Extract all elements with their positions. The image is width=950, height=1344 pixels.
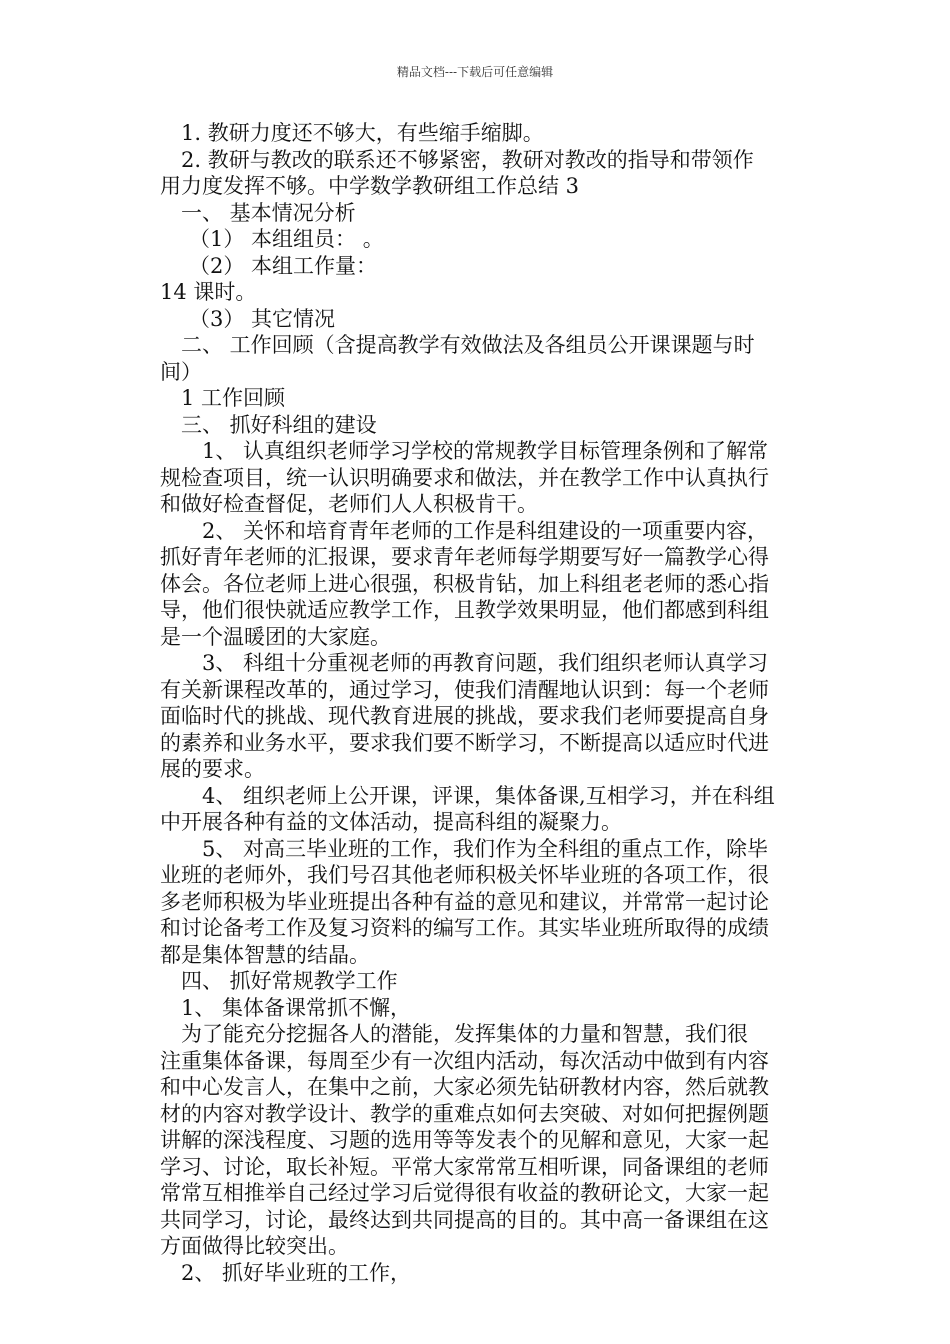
text-line: 规检查项目，统一认识明确要求和做法，并在教学工作中认真执行 — [160, 465, 769, 490]
text-line: 面临时代的挑战、现代教育进展的挑战，要求我们老师要提高自身 — [160, 704, 769, 728]
text-line: 1、 认真组织老师学习学校的常规教学目标管理条例和了解常 — [202, 439, 769, 463]
text-line: （3） 其它情况 — [189, 306, 336, 331]
text-line: 间） — [160, 359, 202, 384]
text-line: 和中心发言人，在集中之前，大家必须先钻研教材内容，然后就教 — [160, 1075, 769, 1099]
text-line: 导，他们很快就适应教学工作，且教学效果明显，他们都感到科组 — [160, 598, 769, 622]
text-line: 共同学习，讨论，最终达到共同提高的目的。其中高一备课组在这 — [160, 1207, 769, 1232]
text-line: 学习、讨论，取长补短。平常大家常常互相听课，同备课组的老师 — [160, 1154, 769, 1179]
text-line: 中开展各种有益的文体活动，提高科组的凝聚力。 — [160, 810, 622, 834]
text-line: 体会。各位老师上进心很强，积极肯钻，加上科组老老师的悉心指 — [160, 571, 769, 596]
text-line: 常常互相推举自己经过学习后觉得很有收益的教研论文，大家一起 — [160, 1181, 769, 1205]
section-heading: 一、 基本情况分析 — [181, 200, 356, 225]
text-line: 1、 集体备课常抓不懈， — [181, 995, 412, 1020]
text-line: 注重集体备课，每周至少有一次组内活动，每次活动中做到有内容 — [160, 1048, 769, 1073]
text-line: 的素养和业务水平，要求我们要不断学习，不断提高以适应时代进 — [160, 730, 769, 755]
text-line: 为了能充分挖掘各人的潜能，发挥集体的力量和智慧，我们很 — [181, 1022, 748, 1046]
text-line: （1） 本组组员： 。 — [189, 227, 384, 251]
text-line: 和讨论备考工作及复习资料的编写工作。其实毕业班所取得的成绩 — [160, 916, 769, 940]
text-line: 抓好青年老师的汇报课，要求青年老师每学期要写好一篇教学心得 — [160, 545, 769, 569]
section-heading: 二、 工作回顾（含提高教学有效做法及各组员公开课课题与时 — [181, 333, 755, 357]
text-line: 14 课时。 — [160, 280, 257, 304]
text-line: （2） 本组工作量： — [189, 253, 378, 278]
text-line: 有关新课程改革的，通过学习，使我们清醒地认识到：每一个老师 — [160, 677, 769, 702]
text-line: 讲解的深浅程度、习题的选用等等发表个的见解和意见，大家一起 — [160, 1128, 769, 1152]
text-line: 用力度发挥不够。中学数学教研组工作总结 3 — [160, 174, 580, 198]
text-line: 1. 教研力度还不够大，有些缩手缩脚。 — [181, 121, 544, 145]
text-line: 方面做得比较突出。 — [160, 1234, 349, 1258]
text-line: 多老师积极为毕业班提出各种有益的意见和建议，并常常一起讨论 — [160, 889, 769, 914]
text-line: 4、 组织老师上公开课，评课，集体备课,互相学习，并在科组 — [202, 783, 775, 808]
text-line: 5、 对高三毕业班的工作，我们作为全科组的重点工作，除毕 — [202, 836, 769, 861]
document-body — [160, 120, 810, 1286]
text-line: 都是集体智慧的结晶。 — [160, 942, 370, 967]
text-line: 2、 关怀和培育青年老师的工作是科组建设的一项重要内容， — [202, 518, 769, 543]
text-line: 2、 抓好毕业班的工作， — [181, 1260, 412, 1285]
text-line: 3、 科组十分重视老师的再教育问题，我们组织老师认真学习 — [202, 651, 769, 675]
page-header: 精品文档---下载后可任意编辑 — [396, 65, 554, 79]
section-heading: 三、 抓好科组的建设 — [181, 412, 377, 437]
text-line: 2. 教研与教改的联系还不够紧密，教研对教改的指导和带领作 — [181, 147, 754, 172]
text-line: 材的内容对教学设计、教学的重难点如何去突破、对如何把握例题 — [160, 1101, 769, 1126]
text-line: 是一个温暖团的大家庭。 — [160, 624, 391, 649]
text-line: 1 工作回顾 — [181, 386, 286, 410]
text-line: 展的要求。 — [160, 757, 265, 781]
text-line: 业班的老师外，我们号召其他老师积极关怀毕业班的各项工作，很 — [160, 863, 769, 887]
section-heading: 四、 抓好常规教学工作 — [181, 969, 398, 993]
text-line: 和做好检查督促，老师们人人积极肯干。 — [160, 492, 538, 516]
